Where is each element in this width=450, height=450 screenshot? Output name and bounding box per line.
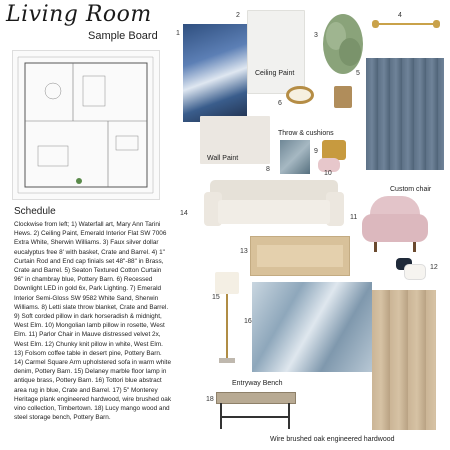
floor-caption: Wire brushed oak engineered hardwood (270, 436, 395, 443)
brass-curtain-rod (372, 20, 440, 28)
recessed-downlight (286, 86, 314, 104)
item-number-1: 1 (176, 30, 180, 37)
schedule-heading: Schedule (14, 206, 56, 217)
ceiling-paint-swatch (247, 10, 305, 94)
area-rug (252, 282, 372, 372)
item-number-2: 2 (236, 12, 240, 19)
item-number-16: 16 (244, 318, 252, 325)
oak-floor-sample (372, 290, 436, 430)
blue-curtain (366, 58, 444, 170)
item-number-10: 10 (324, 170, 332, 177)
item-number-13: 13 (240, 248, 248, 255)
item-number-18: 18 (206, 396, 214, 403)
floor-plan-drawing (13, 51, 159, 199)
slate-throw-blanket (280, 140, 310, 174)
item-number-4: 4 (398, 12, 402, 19)
waterfall-art (183, 24, 247, 122)
coffee-table (250, 236, 350, 276)
item-number-6: 6 (278, 100, 282, 107)
floor-lamp (212, 272, 242, 368)
item-number-5: 5 (356, 70, 360, 77)
item-number-3: 3 (314, 32, 318, 39)
item-number-9: 9 (314, 148, 318, 155)
item-number-11: 11 (350, 214, 358, 221)
throw-cushions-label: Throw & cushions (278, 130, 334, 137)
ceiling-paint-label: Ceiling Paint (255, 70, 295, 77)
storage-bench (216, 392, 294, 430)
parlor-chair (362, 196, 428, 254)
item-number-12: 12 (430, 264, 438, 271)
sofa (204, 178, 344, 230)
item-number-8: 8 (266, 166, 270, 173)
entryway-bench-label: Entryway Bench (232, 380, 283, 387)
item-number-15: 15 (212, 294, 220, 301)
board-subtitle: Sample Board (88, 30, 158, 42)
board-title: Living Room (6, 2, 152, 27)
chunky-knit-pillow (404, 264, 426, 280)
custom-chair-label: Custom chair (390, 186, 432, 193)
corded-pillow (322, 140, 346, 160)
floor-plan (12, 50, 160, 200)
schedule-text: Clockwise from left; 1) Waterfall art, Mary Ann Tarini Hews. 2) Ceiling Paint, Emerald Interior Flat SW 7006 Extra White, Sherwin Williams. 3) Faux silver dollar eucalyptus free 8' with basket, Crate and Barrel. 4) 1" Curtain Rod and End cap finials set 48"-88" in Brass, Crate and Barrel. 5) Seaton Textured Cotton Curtain 96" in chambray blue, Pottery Barn. 6) Recessed Downlight LED in gold 6x, Park Lighting. 7) Emerald Interior Semi-Gloss SW 9582 White Sand, Sherwin Williams. 8) Letti slate throw blanket, Crate and Barrel. 9) Soft corded pillow in dark horseradish & midnight, West Elm. 10) Mongolian lamb pillow in rosette, West Elm. 11) Parlor Chair in Mauve distressed velvet 2x, West Elm. 12) Chunky knit pillow in white, West Elm. 13) Folsom coffee table in desert pine, Pottery Barn. 14) Carmel Square Arm upholstered sofa in warm white denim, Pottery Barn. 15) Delaney marble floor lamp in antique brass, Pottery Barn. 16) Tottori blue abstract area rug in blue, Crate and Barrel. 17) 5" Monterey Heritage plank engineered hardwood, wire brushed oak vino collection, Timbertown. 18) Lucy mango wood and steel storage bench, Pottery Barn. (14, 221, 172, 422)
item-number-14: 14 (180, 210, 188, 217)
eucalyptus-tree (320, 12, 366, 100)
wall-paint-label: Wall Paint (207, 155, 239, 162)
